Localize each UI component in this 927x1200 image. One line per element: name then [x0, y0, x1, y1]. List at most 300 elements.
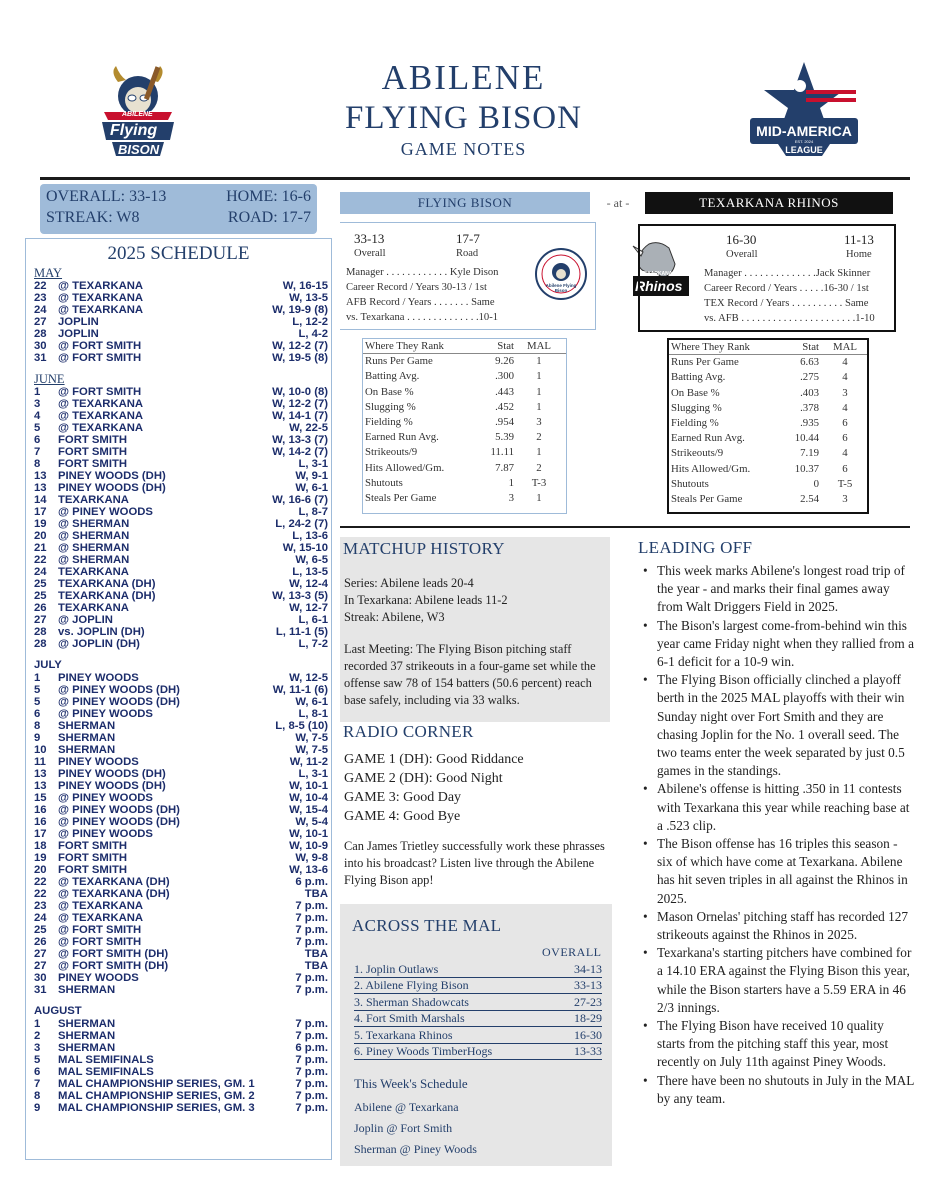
schedule-row: [34, 1066, 328, 1078]
schedule-date: 27: [34, 614, 47, 626]
left-logo-top-text: ABILENE: [122, 111, 153, 118]
schedule-opponent: MAL CHAMPIONSHIP SERIES, GM. 1: [58, 1078, 255, 1090]
schedule-result: 7 p.m.: [295, 912, 328, 924]
week-game-1: Abilene @ Texarkana: [354, 1100, 459, 1114]
stat-rank: 1: [536, 355, 542, 368]
schedule-opponent: FORT SMITH: [58, 840, 128, 852]
week-game-2: Joplin @ Fort Smith: [354, 1121, 453, 1135]
schedule-row: [34, 768, 328, 780]
streak-record: STREAK: W8: [46, 209, 140, 226]
schedule-opponent: MAL SEMIFINALS: [58, 1054, 154, 1066]
schedule-opponent: TEXARKANA: [58, 566, 129, 578]
schedule-date: 25: [34, 924, 47, 936]
schedule-result: 7 p.m.: [295, 1030, 328, 1042]
schedule-result: W, 12-5: [289, 672, 328, 684]
stats-row: [363, 445, 566, 460]
schedule-date: 1: [34, 672, 41, 684]
stats-row: [669, 386, 867, 401]
stat-rank: 4: [842, 401, 848, 414]
schedule-row: [34, 780, 328, 792]
schedule-date: 20: [34, 530, 47, 542]
stat-rank: 6: [842, 416, 848, 429]
schedule-opponent: TEXARKANA: [58, 602, 129, 614]
schedule-result: W, 19-5 (8): [272, 352, 328, 364]
stat-value: 7.87: [495, 461, 514, 474]
away-team-bar: TEXARKANA RHINOS: [645, 192, 893, 214]
schedule-result: 7 p.m.: [295, 1078, 328, 1090]
leading-off-bullet: • Mason Ornelas' pitching staff has recorded 127 strikeouts against the Rhinos in 2025.: [640, 908, 915, 944]
schedule-result: L, 13-6: [292, 530, 328, 542]
matchup-history-title: MATCHUP HISTORY: [343, 539, 505, 558]
stat-value: .403: [800, 386, 819, 399]
schedule-date: 3: [34, 398, 41, 410]
schedule-row: [34, 1054, 328, 1066]
standings-team: 3. Sherman Shadowcats: [354, 994, 469, 1009]
schedule-result: W, 16-15: [282, 280, 328, 292]
standings-record: 34-13: [574, 962, 602, 976]
month-gap: [34, 996, 328, 1005]
schedule-opponent: @ FORT SMITH (DH): [58, 960, 169, 972]
matchup-history-panel: [340, 537, 610, 722]
schedule-date: 23: [34, 292, 47, 304]
schedule-result: L, 8-1: [298, 708, 328, 720]
stat-name: Fielding %: [365, 415, 413, 428]
schedule-result: W, 13-3 (7): [272, 434, 328, 446]
leading-off-list: [640, 562, 915, 1108]
schedule-result: W, 12-2 (7): [272, 398, 328, 410]
schedule-opponent: JOPLIN: [58, 316, 99, 328]
schedule-opponent: FORT SMITH: [58, 852, 128, 864]
schedule-row: [34, 602, 328, 614]
standings-record: 16-30: [574, 1027, 602, 1042]
stat-value: .275: [800, 371, 819, 384]
standings-record: 18-29: [574, 1011, 602, 1026]
stats-header-row: [669, 340, 867, 355]
schedule-result: W, 6-1: [295, 482, 328, 494]
leading-off-bullet: • The Bison offense has 16 triples this season - six of which have come at Texarkana. Abilene has hit seven triples in all against the Rhinos in 2025.: [640, 835, 915, 908]
schedule-date: 31: [34, 984, 47, 996]
schedule-result: L, 11-1 (5): [275, 626, 328, 638]
schedule-date: 19: [34, 518, 47, 530]
stats-row: [669, 355, 867, 370]
schedule-result: L, 3-1: [298, 458, 328, 470]
across-mal-title: ACROSS THE MAL: [352, 916, 502, 935]
stat-value: 10.37: [794, 462, 819, 475]
schedule-date: 27: [34, 316, 47, 328]
schedule-opponent: @ JOPLIN (DH): [58, 638, 140, 650]
schedule-date: 30: [34, 972, 47, 984]
schedule-row: [34, 984, 328, 996]
bison-overall-record: 33-13: [354, 231, 385, 246]
schedule-result: L, 8-7: [298, 506, 328, 518]
schedule-row: [34, 900, 328, 912]
schedule-result: 7 p.m.: [295, 936, 328, 948]
schedule-date: 16: [34, 804, 47, 816]
schedule-opponent: FORT SMITH: [58, 864, 128, 876]
schedule-row: [34, 672, 328, 684]
schedule-date: 13: [34, 482, 47, 494]
header-divider: [40, 177, 910, 180]
overall-record: OVERALL: 33-13: [46, 188, 167, 205]
schedule-month-header: JUNE: [34, 372, 65, 386]
schedule-opponent: TEXARKANA (DH): [58, 578, 156, 590]
bison-team-card: [340, 222, 596, 330]
stat-value: .452: [495, 400, 514, 413]
schedule-row: [34, 960, 328, 972]
stat-value: 0: [813, 477, 819, 490]
schedule-date: 8: [34, 458, 41, 470]
month-gap: [34, 364, 328, 373]
stats-row: [363, 461, 566, 476]
schedule-row: [34, 446, 328, 458]
standings-record: 33-13: [574, 978, 602, 993]
stat-name: Fielding %: [671, 416, 719, 429]
schedule-result: W, 10-1: [289, 828, 328, 840]
stats-row: [363, 385, 566, 400]
radio-games: GAME 1 (DH): Good Riddance GAME 2 (DH): Good Night GAME 3: Good Day GAME 4: Good Bye: [344, 752, 524, 824]
title-subtitle: GAME NOTES: [400, 139, 527, 159]
schedule-date: 5: [34, 684, 41, 696]
schedule-opponent: PINEY WOODS (DH): [58, 470, 166, 482]
stat-name: Earned Run Avg.: [365, 431, 439, 444]
schedule-row: [34, 352, 328, 364]
schedule-result: W, 6-1: [295, 696, 328, 708]
schedule-result: W, 10-9: [289, 840, 328, 852]
schedule-date: 23: [34, 900, 47, 912]
schedule-result: 7 p.m.: [295, 1054, 328, 1066]
schedule-row: [34, 518, 328, 530]
schedule-result: 7 p.m.: [295, 924, 328, 936]
schedule-row: [34, 888, 328, 900]
schedule-row: [34, 614, 328, 626]
schedule-row: [34, 328, 328, 340]
stat-name: Steals Per Game: [671, 492, 743, 505]
stat-value: .935: [800, 416, 819, 429]
leading-off-title: LEADING OFF: [638, 538, 753, 557]
schedule-opponent: PINEY WOODS (DH): [58, 768, 166, 780]
schedule-date: 27: [34, 948, 47, 960]
schedule-result: W, 13-6: [289, 864, 328, 876]
schedule-date: 5: [34, 696, 41, 708]
schedule-opponent: @ SHERMAN: [58, 542, 130, 554]
leading-off-bullet: • The Flying Bison officially clinched a playoff berth in the 2025 MAL playoffs with their win Sunday night over Fort Smith and they are chasing Joplin for the No. 1 overall seed. The two teams enter the week separated by just 0.5 games in the standings.: [640, 671, 915, 780]
stat-value: 7.19: [800, 447, 819, 460]
standings-team: 6. Piney Woods TimberHogs: [354, 1044, 493, 1058]
schedule-opponent: FORT SMITH: [58, 446, 128, 458]
title-team: FLYING BISON: [345, 100, 582, 136]
schedule-opponent: @ PINEY WOODS: [58, 708, 153, 720]
schedule-opponent: @ FORT SMITH: [58, 340, 142, 352]
stat-rank: MAL: [833, 341, 857, 353]
stat-name: Strikeouts/9: [365, 446, 418, 459]
schedule-opponent: @ TEXARKANA: [58, 422, 144, 434]
stat-rank: 1: [536, 385, 542, 398]
schedule-opponent: MAL SEMIFINALS: [58, 1066, 154, 1078]
standings-team: 5. Texarkana Rhinos: [354, 1027, 453, 1042]
schedule-date: 9: [34, 732, 41, 744]
schedule-opponent: @ PINEY WOODS (DH): [58, 816, 180, 828]
schedule-date: 26: [34, 936, 47, 948]
schedule-opponent: @ PINEY WOODS (DH): [58, 696, 180, 708]
schedule-date: 4: [34, 410, 41, 422]
schedule-opponent: @ TEXARKANA: [58, 398, 144, 410]
stats-row: [669, 401, 867, 416]
schedule-result: 7 p.m.: [295, 1018, 328, 1030]
schedule-result: TBA: [304, 960, 328, 972]
schedule-opponent: @ TEXARKANA: [58, 280, 144, 292]
stats-row: [669, 416, 867, 431]
stat-rank: 4: [842, 371, 848, 384]
schedule-date: 16: [34, 816, 47, 828]
schedule-result: W, 10-4: [289, 792, 328, 804]
month-gap: [34, 650, 328, 659]
stat-rank: 3: [536, 415, 542, 428]
schedule-month-header: JULY: [34, 659, 62, 671]
schedule-date: 7: [34, 446, 41, 458]
schedule-row: [34, 948, 328, 960]
stat-name: Where They Rank: [365, 340, 444, 352]
schedule-opponent: SHERMAN: [58, 1030, 116, 1042]
schedule-date: 20: [34, 864, 47, 876]
stat-name: Strikeouts/9: [671, 447, 724, 460]
stat-rank: 1: [536, 446, 542, 459]
schedule-title: 2025 SCHEDULE: [107, 243, 250, 264]
schedule-row: [34, 696, 328, 708]
stat-rank: 6: [842, 462, 848, 475]
schedule-row: [34, 816, 328, 828]
stat-name: Steals Per Game: [365, 491, 437, 504]
right-logo-sub-text: LEAGUE: [785, 145, 823, 155]
schedule-date: 1: [34, 1018, 41, 1030]
stat-value: Stat: [802, 341, 819, 353]
schedule-date: 18: [34, 840, 47, 852]
schedule-opponent: FORT SMITH: [58, 458, 128, 470]
schedule-opponent: PINEY WOODS: [58, 756, 139, 768]
schedule-opponent: SHERMAN: [58, 720, 116, 732]
stat-rank: T-3: [531, 476, 547, 489]
schedule-result: L, 12-2: [292, 316, 328, 328]
schedule-row: [34, 1018, 328, 1030]
schedule-date: 22: [34, 280, 47, 292]
leading-off-bullet: • The Bison's largest come-from-behind win this year came Friday night when they rallied from a 6-1 deficit for a 10-9 win.: [640, 617, 915, 672]
matchup-last-meeting: Last Meeting: The Flying Bison pitching staff recorded 37 strikeouts in a four-game set while the offense saw 78 of 154 batters (50.6 percent) reach base safely, including via 33 walks.: [344, 642, 596, 707]
schedule-result: W, 12-2 (7): [272, 340, 328, 352]
schedule-row: [34, 720, 328, 732]
schedule-row: [34, 304, 328, 316]
schedule-opponent: vs. JOPLIN (DH): [58, 626, 145, 638]
bison-manager-info: Manager . . . . . . . . . . . . Kyle Dison Career Record / Years 30-13 / 1st AFB Record / Years . . . . . . . Same vs. Texarkana . . . . . . . . . . . . . .10-1: [346, 267, 499, 323]
schedule-row: [34, 410, 328, 422]
stats-row: [669, 446, 867, 461]
radio-corner-title: RADIO CORNER: [343, 722, 474, 741]
stat-rank: 4: [842, 447, 848, 460]
leading-off-bullet: • This week marks Abilene's longest road trip of the year - and marks their final games away from Walt Driggers Field in 2025.: [640, 562, 915, 617]
schedule-opponent: @ FORT SMITH: [58, 352, 142, 364]
rhinos-overall-label: Overall: [726, 249, 758, 260]
schedule-date: 25: [34, 578, 47, 590]
stat-name: Hits Allowed/Gm.: [365, 461, 445, 474]
schedule-opponent: SHERMAN: [58, 1042, 116, 1054]
stat-name: On Base %: [671, 386, 720, 399]
stat-name: Shutouts: [365, 476, 403, 489]
schedule-result: W, 16-6 (7): [272, 494, 328, 506]
schedule-opponent: SHERMAN: [58, 732, 116, 744]
stat-rank: 1: [536, 491, 542, 504]
stat-value: 3: [508, 491, 514, 504]
matchup-in-texarkana: In Texarkana: Abilene leads 11-2: [344, 593, 508, 607]
radio-note: Can James Trietley successfully work these phrasses into his broadcast? Listen live through the Abilene Flying Bison app!: [344, 839, 605, 887]
stats-row: [669, 492, 867, 507]
overall-label: OVERALL: [542, 945, 602, 959]
team-record-box: [40, 184, 317, 234]
schedule-result: W, 6-5: [295, 554, 328, 566]
schedule-row: [34, 422, 328, 434]
matchup-series: Series: Abilene leads 20-4: [344, 576, 474, 590]
schedule-opponent: SHERMAN: [58, 744, 116, 756]
schedule-row: [34, 972, 328, 984]
schedule-result: W, 7-5: [295, 744, 328, 756]
schedule-date: 24: [34, 304, 47, 316]
standings-team: 2. Abilene Flying Bison: [354, 978, 469, 993]
week-schedule-title: This Week's Schedule: [354, 1076, 468, 1091]
schedule-opponent: TEXARKANA (DH): [58, 590, 156, 602]
schedule-result: W, 12-4: [289, 578, 328, 590]
schedule-date: 1: [34, 386, 41, 398]
schedule-date: 26: [34, 602, 47, 614]
schedule-row: [34, 506, 328, 518]
leading-off-bullet: • Texarkana's starting pitchers have combined for a 14.10 ERA against the Flying Bison this year, while the Bison starters have a 5.59 ERA in 46 2/3 innings.: [640, 944, 915, 1017]
schedule-row: [34, 280, 328, 292]
schedule-result: W, 9-8: [295, 852, 328, 864]
schedule-date: 14: [34, 494, 47, 506]
schedule-row: [34, 1090, 328, 1102]
schedule-opponent: SHERMAN: [58, 1018, 116, 1030]
schedule-opponent: FORT SMITH: [58, 434, 128, 446]
schedule-row: [34, 292, 328, 304]
schedule-result: W, 10-0 (8): [272, 386, 328, 398]
stat-value: .443: [495, 385, 514, 398]
schedule-row: [34, 804, 328, 816]
stat-rank: 4: [842, 356, 848, 369]
home-record: HOME: 16-6: [226, 188, 311, 205]
schedule-result: W, 5-4: [295, 816, 328, 828]
stat-value: 5.39: [495, 431, 514, 444]
stat-name: Batting Avg.: [365, 370, 420, 383]
standings-row: [354, 962, 602, 978]
schedule-date: 9: [34, 1102, 41, 1114]
stats-row: [363, 430, 566, 445]
schedule-result: W, 12-7: [289, 602, 328, 614]
leading-off-bullet: • There have been no shutouts in July in the MAL by any team.: [640, 1072, 915, 1108]
schedule-date: 13: [34, 470, 47, 482]
leading-off-bullet: • Abilene's offense is hitting .350 in 11 contests with Texarkana this year while reaching base at a .523 clip.: [640, 780, 915, 835]
schedule-result: W, 19-9 (8): [272, 304, 328, 316]
bison-stats-table: [362, 338, 567, 514]
schedule-row: [34, 316, 328, 328]
stat-rank: MAL: [527, 340, 551, 352]
schedule-result: 7 p.m.: [295, 1090, 328, 1102]
bison-road-label: Road: [456, 248, 479, 259]
rhinos-home-record: 11-13: [844, 232, 874, 247]
schedule-row: [34, 494, 328, 506]
schedule-opponent: @ TEXARKANA: [58, 410, 144, 422]
standings-row: [354, 1044, 602, 1060]
stats-row: [363, 400, 566, 415]
schedule-opponent: @ PINEY WOODS: [58, 506, 153, 518]
at-separator: - at -: [606, 196, 630, 210]
schedule-date: 13: [34, 780, 47, 792]
schedule-row: [34, 732, 328, 744]
stats-row: [363, 415, 566, 430]
schedule-date: 2: [34, 1030, 41, 1042]
schedule-date: 22: [34, 876, 47, 888]
schedule-opponent: @ PINEY WOODS (DH): [58, 804, 180, 816]
schedule-opponent: @ SHERMAN: [58, 530, 130, 542]
right-logo-main-text: MID-AMERICA: [756, 123, 852, 139]
schedule-row: [34, 470, 328, 482]
schedule-opponent: MAL CHAMPIONSHIP SERIES, GM. 2: [58, 1090, 255, 1102]
schedule-opponent: @ JOPLIN: [58, 614, 113, 626]
schedule-opponent: @ PINEY WOODS (DH): [58, 684, 180, 696]
title-city: ABILENE: [381, 58, 546, 97]
schedule-opponent: PINEY WOODS: [58, 672, 139, 684]
schedule-row: [34, 398, 328, 410]
schedule-row: [34, 744, 328, 756]
schedule-panel: [25, 238, 332, 1160]
schedule-date: 24: [34, 912, 47, 924]
schedule-result: W, 14-2 (7): [272, 446, 328, 458]
schedule-result: W, 10-1: [289, 780, 328, 792]
stats-row: [669, 462, 867, 477]
stat-rank: 2: [536, 461, 542, 474]
schedule-date: 8: [34, 720, 41, 732]
standings-row: [354, 995, 602, 1011]
schedule-row: [34, 840, 328, 852]
schedule-result: L, 13-5: [292, 566, 328, 578]
schedule-row: [34, 434, 328, 446]
schedule-result: W, 7-5: [295, 732, 328, 744]
schedule-opponent: @ FORT SMITH: [58, 386, 142, 398]
schedule-row: [34, 578, 328, 590]
home-team-bar: FLYING BISON: [340, 192, 590, 214]
rhinos-logo-text: Rhinos: [635, 278, 683, 294]
stat-name: Batting Avg.: [671, 371, 726, 384]
stat-value: .954: [495, 415, 514, 428]
stat-name: On Base %: [365, 385, 414, 398]
schedule-row: [34, 542, 328, 554]
schedule-date: 8: [34, 1090, 41, 1102]
bison-overall-label: Overall: [354, 248, 386, 259]
stats-row: [363, 491, 566, 506]
stat-rank: 1: [536, 400, 542, 413]
schedule-result: W, 11-1 (6): [272, 684, 328, 696]
schedule-result: L, 24-2 (7): [275, 518, 328, 530]
matchup-streak: Streak: Abilene, W3: [344, 610, 445, 624]
standings-record: 27-23: [574, 994, 602, 1009]
schedule-result: W, 15-10: [282, 542, 328, 554]
schedule-date: 27: [34, 960, 47, 972]
schedule-date: 17: [34, 506, 47, 518]
schedule-result: L, 7-2: [298, 638, 328, 650]
standings-team: 1. Joplin Outlaws: [354, 962, 439, 976]
schedule-row: [34, 340, 328, 352]
schedule-date: 28: [34, 328, 47, 340]
schedule-opponent: PINEY WOODS: [58, 972, 139, 984]
standings-row: [354, 1028, 602, 1044]
schedule-date: 22: [34, 554, 47, 566]
schedule-row: [34, 924, 328, 936]
stat-name: Slugging %: [365, 400, 416, 413]
